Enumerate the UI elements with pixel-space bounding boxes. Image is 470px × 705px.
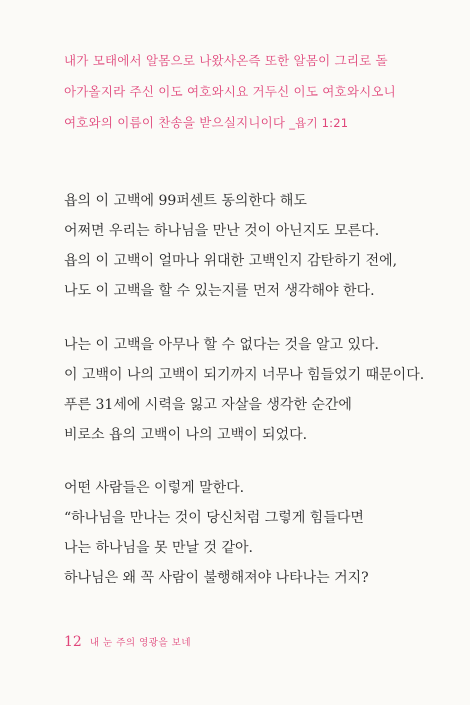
paragraph-3: [64, 476, 434, 596]
page-footer: [64, 631, 191, 650]
paragraph-line: 나는 하나님을 못 만날 것 같아.: [64, 540, 253, 556]
scripture-line-text: 여호와의 이름이 찬송을 받으실지니이다: [64, 115, 286, 130]
scripture-line: 아가올지라 주신 이도 여호와시요 거두신 이도 여호와시오니: [64, 84, 396, 99]
paragraph-line: 욥의 이 고백이 얼마나 위대한 고백인지 감탄하기 전에,: [64, 253, 398, 269]
page-number: 12: [64, 633, 82, 650]
scripture-line: 내가 모태에서 알몸으로 나왔사온즉 또한 알몸이 그리로 돌: [64, 53, 388, 68]
paragraph-1: [64, 189, 434, 309]
paragraph-line: 욥의 이 고백에 99퍼센트 동의한다 해도: [64, 193, 307, 209]
running-title: 내 눈 주의 영광을 보네: [89, 637, 192, 649]
paragraph-line: 어떤 사람들은 이렇게 말한다.: [64, 480, 245, 496]
paragraph-line: “하나님을 만나는 것이 당신처럼 그렇게 힘들다면: [64, 510, 364, 526]
paragraph-line: 하나님은 왜 꼭 사람이 불행해져야 나타나는 거지?: [64, 570, 369, 586]
paragraph-line: 어쩌면 우리는 하나님을 만난 것이 아닌지도 모른다.: [64, 223, 380, 239]
paragraph-line: 나도 이 고백을 할 수 있는지를 먼저 생각해야 한다.: [64, 283, 375, 299]
scripture-line: [64, 111, 444, 142]
paragraph-line: 이 고백이 나의 고백이 되기까지 너무나 힘들었기 때문이다.: [64, 367, 425, 383]
paragraph-line: 푸른 31세에 시력을 잃고 자살을 생각한 순간에: [64, 397, 352, 413]
paragraph-2: [64, 333, 434, 453]
scripture-reference: _욥기 1:21: [289, 116, 349, 130]
paragraph-line: 나는 이 고백을 아무나 할 수 없다는 것을 알고 있다.: [64, 337, 379, 353]
paragraph-line: 비로소 욥의 고백이 나의 고백이 되었다.: [64, 427, 308, 443]
scripture-quote: [64, 49, 444, 142]
